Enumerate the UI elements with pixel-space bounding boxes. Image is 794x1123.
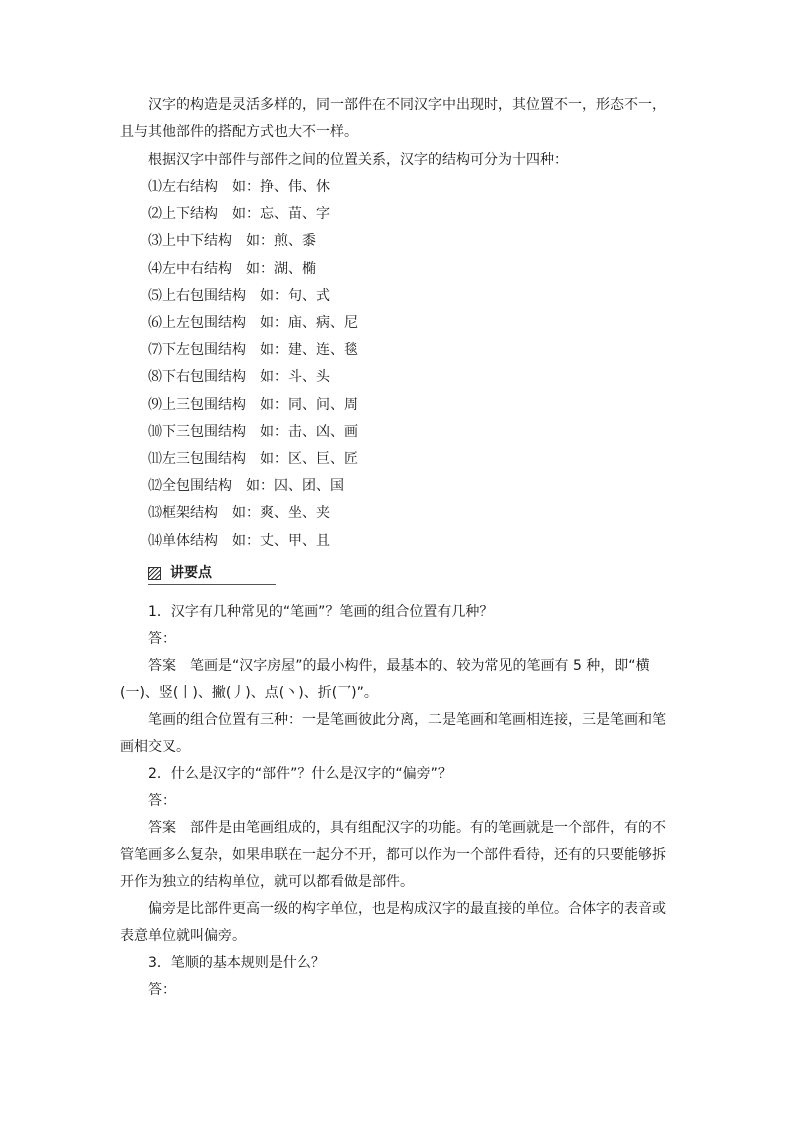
structure-item xyxy=(148,528,330,555)
structure-example: 如：丈、甲、且 xyxy=(232,532,330,549)
answer-1-paragraph-2: 笔画的组合位置有三种：一是笔画彼此分离，二是笔画和笔画相连接，三是笔画和笔画相交叉。 xyxy=(120,712,666,755)
structure-name: ⑴左右结构 xyxy=(148,179,218,195)
structure-example: 如：庙、病、尼 xyxy=(260,315,358,331)
answer-2-paragraph-1: 答案 部件是由笔画组成的，具有组配汉字的功能。有的笔画就是一个部件，有的不管笔画多么复杂，如果串联在一起分不开，都可以作为一个部件看待，还有的只要能够拆开作为独立的结构单位，就可以都看做是部件。 xyxy=(120,820,666,890)
structure-item xyxy=(148,174,330,201)
structure-name: ⑽下三包围结构 xyxy=(148,423,246,440)
structure-item xyxy=(148,228,316,255)
structure-item xyxy=(148,310,358,337)
structure-name: ⑶上中下结构 xyxy=(148,233,232,250)
structure-example: 如：击、凶、画 xyxy=(260,423,358,440)
structure-example: 如：句、式 xyxy=(260,287,330,304)
structure-name: ⑻下右包围结构 xyxy=(148,369,246,386)
structure-item xyxy=(148,256,316,283)
structure-example: 如：区、巨、匠 xyxy=(260,451,358,467)
hatched-square-icon xyxy=(148,567,161,580)
structure-item xyxy=(148,419,358,446)
question-1: 1．汉字有几种常见的“笔画”？笔画的组合位置有几种？ xyxy=(148,604,494,620)
section-title: 讲要点 xyxy=(170,565,212,581)
answer-1-paragraph-1: 答案 笔画是“汉字房屋”的最小构件，最基本的、较为常见的笔画有 5 种，即“横(一)、竖(丨)、撇(丿)、点(丶)、折(乛)”。 xyxy=(120,658,650,701)
structure-example: 如：囚、团、国 xyxy=(246,478,344,495)
structure-item xyxy=(148,364,330,391)
answer-2-label: 答： xyxy=(148,793,176,809)
answer-3-label: 答： xyxy=(148,982,176,998)
structure-example: 如：忘、苗、字 xyxy=(232,206,330,223)
structure-example: 如：建、连、毯 xyxy=(260,342,358,359)
structure-example: 如：湖、椭 xyxy=(246,260,316,277)
structure-example: 如：煎、黍 xyxy=(246,233,316,250)
structure-name: ⑵上下结构 xyxy=(148,206,218,223)
structure-name: ⑾左三包围结构 xyxy=(148,451,246,467)
structure-name: ⑸上右包围结构 xyxy=(148,287,246,304)
structure-item xyxy=(148,392,358,419)
answer-1-label: 答： xyxy=(148,631,176,647)
intro-paragraph-1: 汉字的构造是灵活多样的，同一部件在不同汉字中出现时，其位置不一，形态不一，且与其他部件的搭配方式也大不一样。 xyxy=(120,97,666,140)
structure-item xyxy=(148,446,358,473)
structure-item xyxy=(148,500,330,527)
section-underline xyxy=(148,584,276,585)
structure-example: 如：同、问、周 xyxy=(260,396,358,413)
section-header xyxy=(148,563,276,585)
structure-item xyxy=(148,283,330,310)
structure-name: ⑿全包围结构 xyxy=(148,478,232,495)
structure-name: ⒁单体结构 xyxy=(148,532,218,549)
structure-name: ⑺下左包围结构 xyxy=(148,342,246,359)
question-2: 2．什么是汉字的“部件”？什么是汉字的“偏旁”？ xyxy=(148,766,452,782)
structure-item xyxy=(148,337,358,364)
structure-name: ⒀框架结构 xyxy=(148,505,218,522)
structure-name: ⑷左中右结构 xyxy=(148,260,232,277)
structure-example: 如：挣、伟、休 xyxy=(232,179,330,195)
question-3: 3．笔顺的基本规则是什么？ xyxy=(148,955,325,971)
intro-paragraph-2: 根据汉字中部件与部件之间的位置关系，汉字的结构可分为十四种： xyxy=(148,152,568,168)
structure-name: ⑹上左包围结构 xyxy=(148,315,246,331)
structure-item xyxy=(148,201,330,228)
answer-2-paragraph-2: 偏旁是比部件更高一级的构字单位，也是构成汉字的最直接的单位。合体字的表音或表意单位就叫偏旁。 xyxy=(120,901,666,944)
structure-item xyxy=(148,473,344,500)
structure-name: ⑼上三包围结构 xyxy=(148,396,246,413)
structure-example: 如：斗、头 xyxy=(260,369,330,386)
structure-example: 如：爽、坐、夹 xyxy=(232,505,330,522)
